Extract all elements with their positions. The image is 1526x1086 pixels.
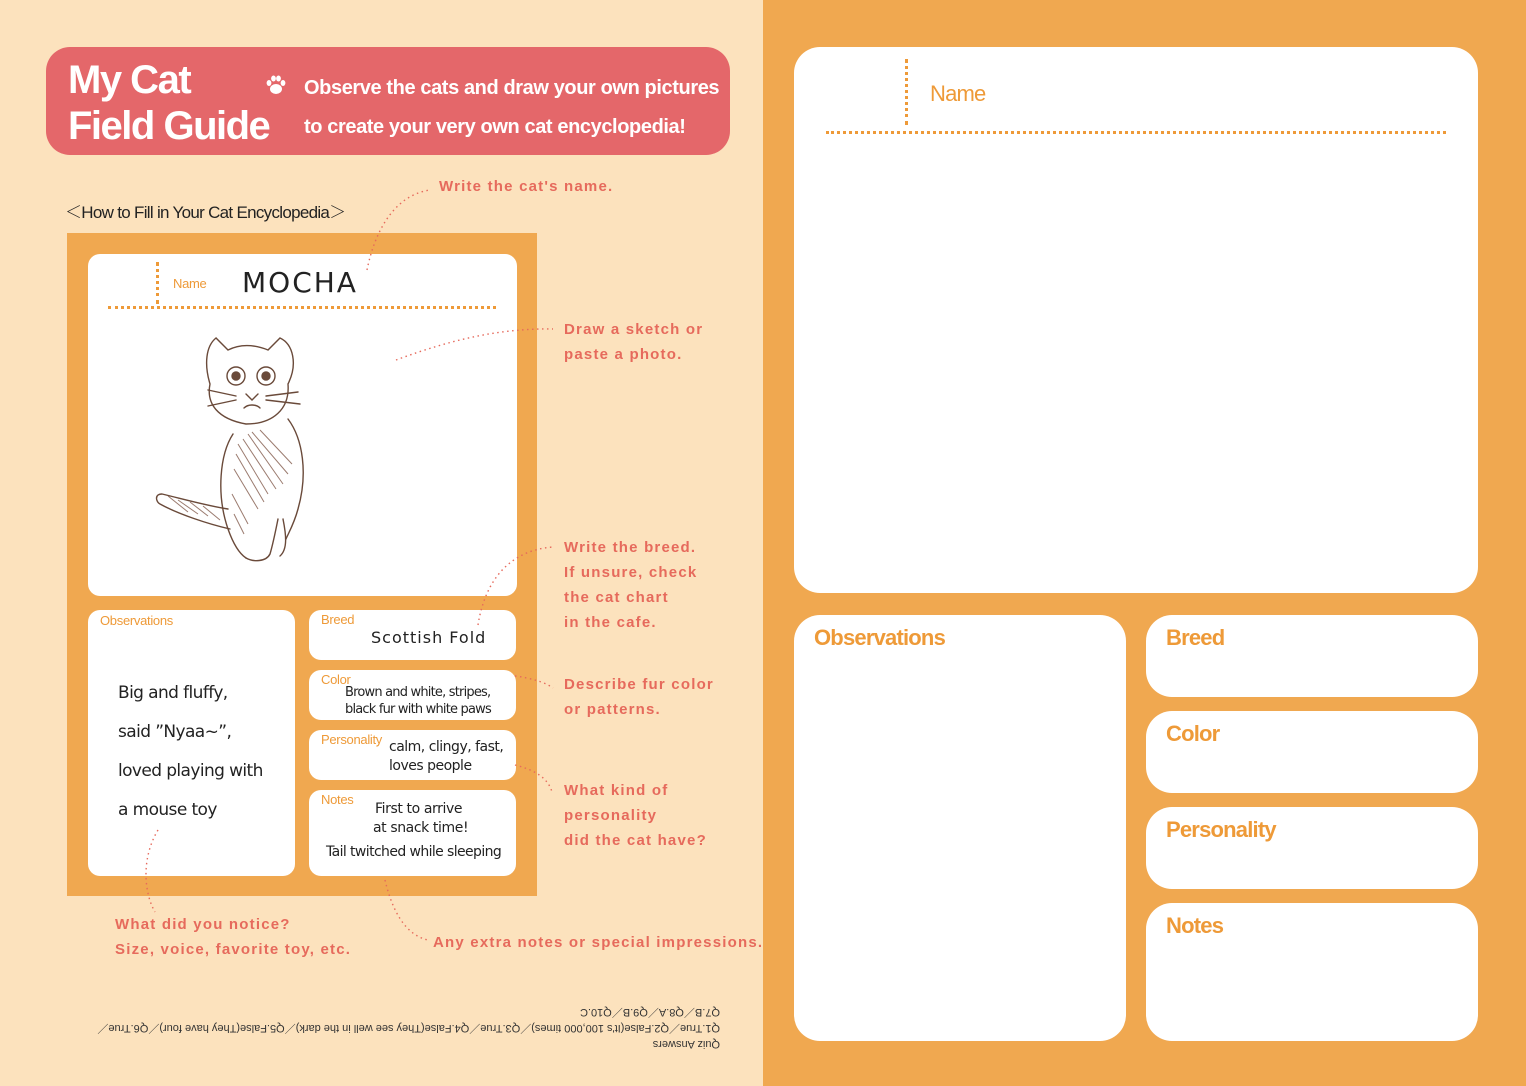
annotation-breed: Write the breed. If unsure, check the cat chart in the cafe. bbox=[564, 539, 698, 631]
annotation-sketch: Draw a sketch or paste a photo. bbox=[564, 321, 704, 363]
quiz-line: Q7.B／Q8.A／Q9.B／Q10.C bbox=[580, 1006, 720, 1018]
notes-line: Tail twitched while sleeping bbox=[326, 844, 502, 860]
divider bbox=[905, 59, 908, 125]
blank-observations-box[interactable] bbox=[794, 615, 1126, 1041]
right-page bbox=[763, 0, 1526, 1086]
blank-breed-box[interactable] bbox=[1146, 615, 1478, 697]
blank-name-label: Name bbox=[930, 81, 986, 106]
annotation-notes: Any extra notes or special impressions. bbox=[433, 934, 764, 951]
blank-personality-label: Personality bbox=[1166, 817, 1276, 842]
quiz-line: Q1.True／Q2.False(It's 100,000 times)／Q3.True／Q4.False(They see well in the dark)／Q5.False(They have four)／Q6.True／ bbox=[97, 1022, 720, 1034]
observation-line: loved playing with bbox=[118, 761, 263, 781]
blank-color-box[interactable] bbox=[1146, 711, 1478, 793]
blank-personality-box[interactable] bbox=[1146, 807, 1478, 889]
quiz-title: Quiz Answers bbox=[652, 1038, 720, 1050]
sample-breed-value: Scottish Fold bbox=[371, 628, 487, 647]
howto-heading: ＜How to Fill in Your Cat Encyclopedia＞ bbox=[65, 203, 346, 222]
blank-observations-label: Observations bbox=[814, 625, 946, 650]
sample-name-label: Name bbox=[173, 276, 207, 291]
sample-notes-label: Notes bbox=[321, 792, 354, 807]
sample-name-value: MOCHA bbox=[242, 266, 358, 299]
observation-line: Big and fluffy, bbox=[118, 683, 228, 703]
color-line: black fur with white paws bbox=[345, 702, 491, 717]
sample-personality-label: Personality bbox=[321, 732, 383, 747]
blank-color-label: Color bbox=[1166, 721, 1220, 746]
observation-line: a mouse toy bbox=[118, 800, 217, 820]
annotation-color: Describe fur color or patterns. bbox=[564, 676, 714, 718]
blank-notes-box[interactable] bbox=[1146, 903, 1478, 1041]
sample-observations-label: Observations bbox=[100, 613, 173, 628]
sample-color-label: Color bbox=[321, 672, 351, 687]
annotation-personality: What kind of personality did the cat have? bbox=[564, 782, 707, 849]
notes-line: at snack time! bbox=[373, 820, 469, 836]
sample-breed-label: Breed bbox=[321, 612, 355, 627]
guide-title: My Cat Field Guide bbox=[68, 58, 270, 148]
blank-breed-label: Breed bbox=[1166, 625, 1225, 650]
blank-notes-label: Notes bbox=[1166, 913, 1224, 938]
divider bbox=[826, 131, 1446, 134]
quiz-answers bbox=[60, 1004, 720, 1052]
color-line: Brown and white, stripes, bbox=[345, 685, 491, 700]
blank-sketch-box[interactable] bbox=[794, 47, 1478, 593]
personality-line: calm, clingy, fast, bbox=[389, 739, 504, 755]
observation-line: said ”Nyaa~”, bbox=[118, 722, 232, 742]
annotation-name: Write the cat's name. bbox=[439, 178, 614, 195]
personality-line: loves people bbox=[389, 758, 472, 774]
notes-line: First to arrive bbox=[375, 801, 463, 817]
annotation-observations: What did you notice? Size, voice, favorite toy, etc. bbox=[115, 916, 352, 958]
guide-subtitle: Observe the cats and draw your own pictures to create your very own cat encyclopedia! bbox=[304, 77, 720, 138]
